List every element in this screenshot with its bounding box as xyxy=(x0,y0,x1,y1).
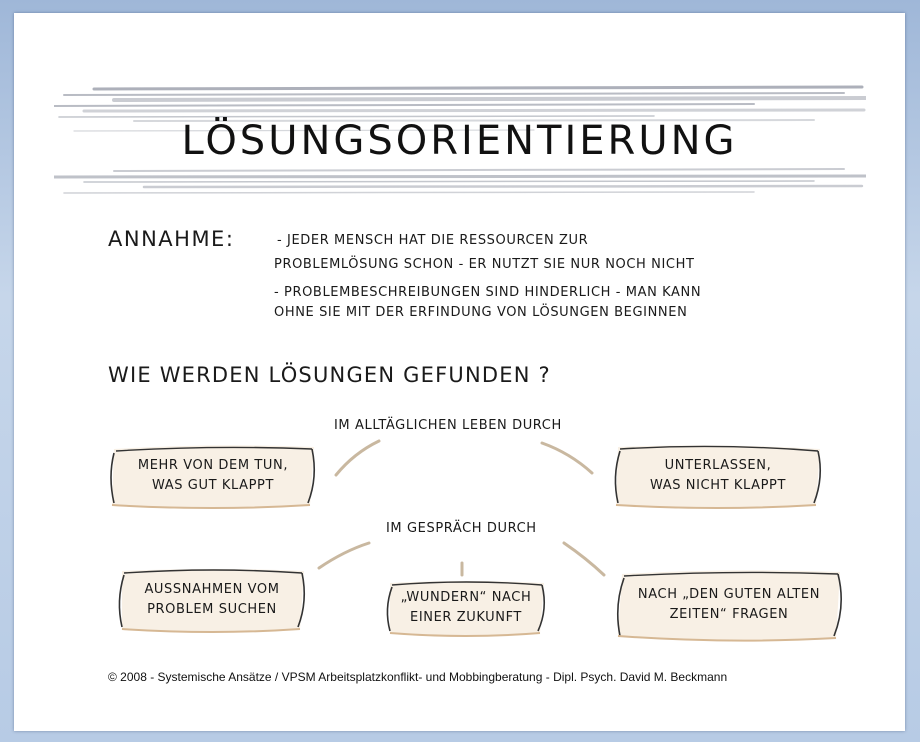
slide xyxy=(14,13,905,731)
box-line-1: MEHR VON DEM TUN, xyxy=(137,458,289,473)
box-wonder-future xyxy=(382,577,550,639)
box-line-2: ZEITEN“ FRAGEN xyxy=(669,607,789,622)
question-heading: WIE WERDEN LÖSUNGEN GEFUNDEN ? xyxy=(108,363,551,387)
page-title: LÖSUNGSORIENTIERUNG xyxy=(181,118,738,164)
assumption-line-4: OHNE SIE MIT DER ERFINDUNG VON LÖSUNGEN BEGINNEN xyxy=(274,305,688,320)
box-line-2: EINER ZUKUNFT xyxy=(410,610,522,625)
box-line-1: AUSSNAHMEN VOM xyxy=(144,582,280,597)
assumption-line-1: - JEDER MENSCH HAT DIE RESSOURCEN ZUR xyxy=(277,233,589,248)
box-line-1: NACH „DEN GUTEN ALTEN xyxy=(637,587,821,602)
box-find-exceptions xyxy=(114,565,310,635)
box-line-2: PROBLEM SUCHEN xyxy=(147,602,277,617)
everyday-label: IM ALLTÄGLICHEN LEBEN DURCH xyxy=(334,418,562,433)
box-line-1: UNTERLASSEN, xyxy=(664,458,772,473)
box-more-of-what-works xyxy=(104,441,322,511)
box-stop-what-fails xyxy=(608,441,828,511)
box-line-2: WAS NICHT KLAPPT xyxy=(649,478,787,493)
box-line-2: WAS GUT KLAPPT xyxy=(151,478,275,493)
assumption-label: ANNAHME: xyxy=(108,227,235,251)
box-line-1: „WUNDERN“ NACH xyxy=(400,590,532,605)
assumption-line-3: - PROBLEMBESCHREIBUNGEN SIND HINDERLICH - MAN KANN xyxy=(274,285,702,300)
copyright-footer: © 2008 - Systemische Ansätze / VPSM Arbeitsplatzkonflikt- und Mobbingberatung - Dipl. Psych. David M. Beckmann xyxy=(108,670,728,684)
conversation-label: IM GESPRÄCH DURCH xyxy=(386,521,537,536)
assumption-line-2: PROBLEMLÖSUNG SCHON - ER NUTZT SIE NUR NOCH NICHT xyxy=(274,257,695,272)
box-good-old-times xyxy=(610,566,848,644)
